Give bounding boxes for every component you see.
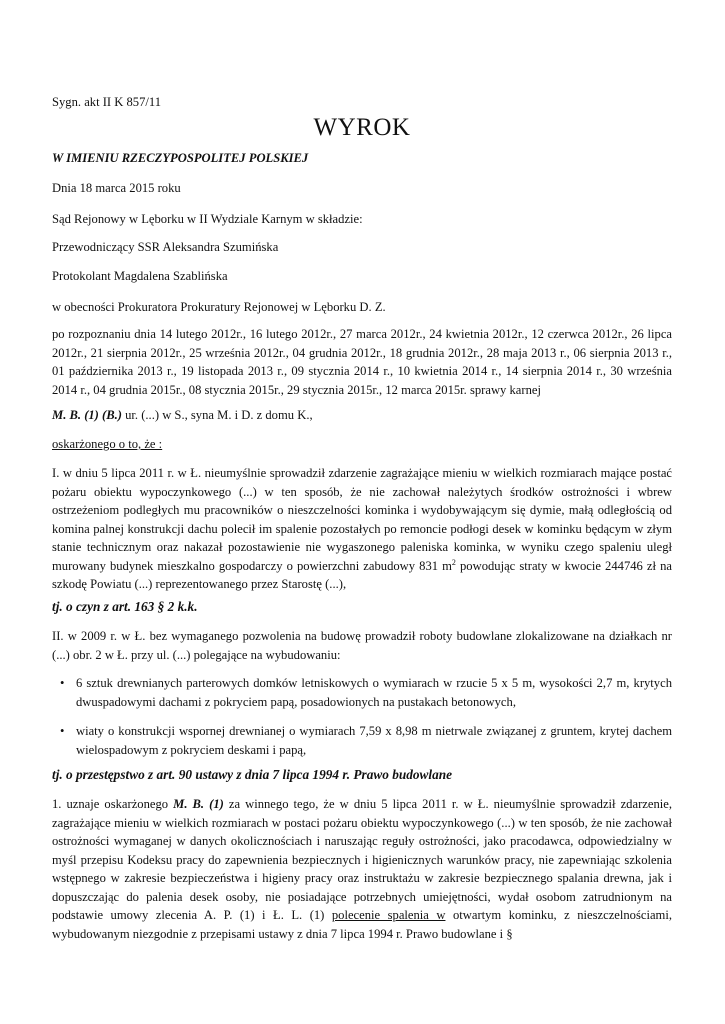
verdict-point-1 xyxy=(52,795,672,943)
bullet-icon: • xyxy=(60,676,65,690)
defendant-details: ur. (...) w S., syna M. i D. z domu K., xyxy=(121,408,313,422)
charge-1-qualification: tj. o czyn z art. 163 § 2 k.k. xyxy=(52,599,198,614)
accused-label-wrap xyxy=(52,435,672,454)
list-item xyxy=(52,674,672,711)
list-item xyxy=(52,722,672,759)
verdict-1-end: otwartym kominku, z nieszczelnościami, wybudowanym niezgodnie z przepisami ustawy z dnia 7 lipca 1994 r. Prawo budowlane i § xyxy=(52,908,672,941)
court-clerk: Protokolant Magdalena Szablińska xyxy=(52,269,228,283)
charge-1-superscript: 2 xyxy=(451,557,456,567)
case-number: Sygn. akt II K 857/11 xyxy=(52,95,162,109)
court-composition: Sąd Rejonowy w Lęborku w II Wydziale Karnym w składzie: xyxy=(52,212,363,226)
charge-1-text: I. w dniu 5 lipca 2011 r. w Ł. nieumyślnie sprowadził zdarzenie zagrażające mieniu w wielkich rozmiarach mające postać pożaru obiektu wypoczynkowego (...) w ten sposób, że nie zachował należytych środków ostrożności i wbrew ostrzeżeniom podległych mu pracowników o nieszczelności kominka i wydobywającym się dymie, małą odległością od komina palnej konstrukcji dachu polecił im spalenie pozostałych po remoncie podłogi desek w kominku będącym w złym stanie technicznym oraz nakazał pozostawienie nie wygaszonego paleniska kominka, w wyniku czego spaleniu uległ murowany budynek mieszkalno gospodarczy o powierzchni zabudowy 831 m xyxy=(52,466,672,573)
charge-1 xyxy=(52,464,672,594)
verdict-1-start: 1. uznaje oskarżonego xyxy=(52,797,174,811)
accused-label: oskarżonego o to, że : xyxy=(52,437,163,451)
prosecutor-presence: w obecności Prokuratora Prokuratury Rejonowej w Lęborku D. Z. xyxy=(52,300,386,314)
charge-2: II. w 2009 r. w Ł. bez wymaganego pozwolenia na budowę prowadził roboty budowlane zlokalizowane na działkach nr (...) obr. 2 w Ł. przy ul. (...) polegające na wybudowaniu: xyxy=(52,629,672,662)
verdict-1-defendant: M. B. (1) xyxy=(173,797,224,811)
charge-2-qualification: tj. o przestępstwo z art. 90 ustawy z dnia 7 lipca 1994 r. Prawo budowlane xyxy=(52,767,453,782)
construction-list xyxy=(52,674,672,759)
judgment-date: Dnia 18 marca 2015 roku xyxy=(52,181,181,195)
defendant-name: M. B. (1) (B.) xyxy=(52,408,122,422)
charge-1-text-end: powodując straty w kwocie 244746 zł na szkodę Powiatu (...) reprezentowanego przez Starostę (...), xyxy=(52,558,672,591)
list-item-text: 6 sztuk drewnianych parterowych domków letniskowych o wymiarach w rzucie 5 x 5 m, wysokości 2,7 m, krytych dwuspadowymi dachami z pokryciem papą, posadowionych na pustakach betonowych, xyxy=(76,676,672,709)
list-item-text: wiaty o konstrukcji wspornej drewnianej o wymiarach 7,59 x 8,98 m nietrwale związanej z gruntem, krytej dachem wielospadowym z pokryciem deskami i papą, xyxy=(76,724,672,757)
document-title: WYROK xyxy=(313,114,411,141)
verdict-1-body: za winnego tego, że w dniu 5 lipca 2011 r. w Ł. nieumyślnie sprowadził zdarzenie, zagrażające mieniu w wielkich rozmiarach w postaci pożaru obiektu wypoczynkowego (...) w ten sposób, że nie zachował ostrożności wymaganej w danych okolicznościach i naruszając reguły ostrożności, jako pracodawca, odpowiedzialny w myśl przepisu Kodeksu pracy do zapewnienia bezpiecznych i higienicznych warunków pracy, nie zapewniając szkolenia wstępnego w zakresie bezpieczeństwa i higieny pracy oraz instruktażu w zakresie bezpiecznego spalania drewna, jak i dopuszczając do palenia desek osoby, nie posiadające potrzebnych umiejętności, wydał osobom zatrudnionym na podstawie umowy zlecenia A. P. (1) i Ł. L. (1) xyxy=(52,797,672,922)
in-the-name-heading: W IMIENIU RZECZYPOSPOLITEJ POLSKIEJ xyxy=(52,151,309,165)
verdict-1-underlined: polecenie spalenia w xyxy=(331,908,446,922)
bullet-icon: • xyxy=(60,724,65,738)
hearing-dates: po rozpoznaniu dnia 14 lutego 2012r., 16 lutego 2012r., 27 marca 2012r., 24 kwietnia 2012r., 12 czerwca 2012r., 26 lipca 2012r., 21 sierpnia 2012r., 25 września 2012r., 04 grudnia 2012r., 18 grudnia 2012r., 28 maja 2013 r., 06 sierpnia 2013 r., 01 października 2013 r., 19 listopada 2013 r., 09 stycznia 2014 r., 10 kwietnia 2014 r., 14 sierpnia 2014 r., 30 września 2014 r., 04 grudnia 2015r., 08 stycznia 2015r., 29 stycznia 2015r., 12 marca 2015r. sprawy karnej xyxy=(52,327,672,397)
presiding-judge: Przewodniczący SSR Aleksandra Szumińska xyxy=(52,240,279,254)
defendant-line xyxy=(52,406,672,425)
